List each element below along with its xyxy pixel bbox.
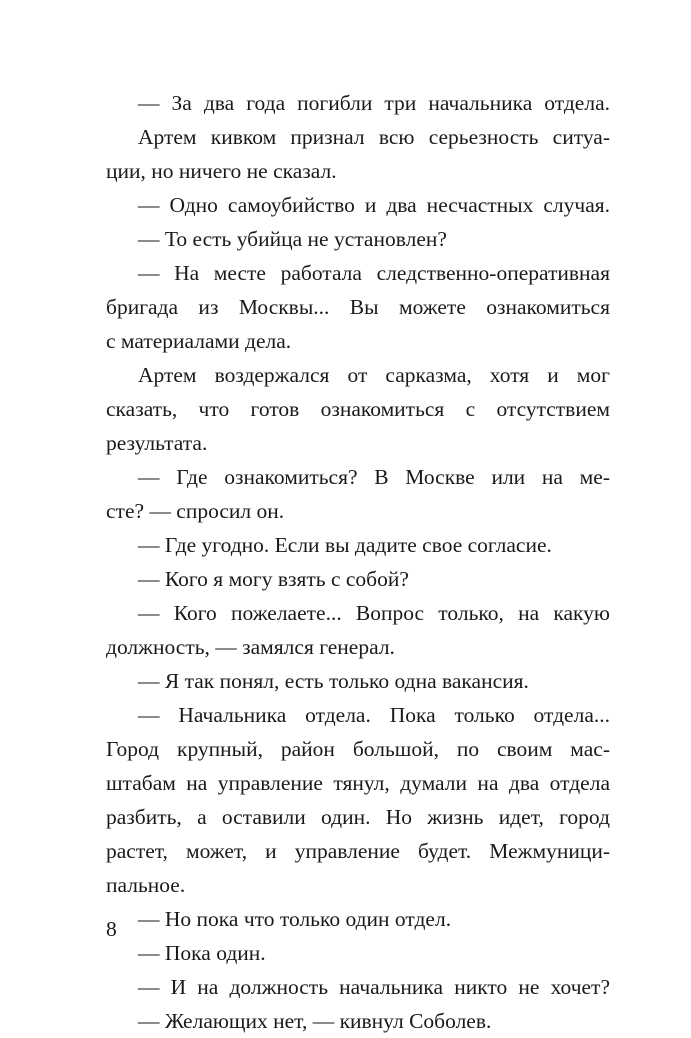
text-line: сказать, что готов ознакомиться с отсутствием (106, 397, 610, 421)
text-line: — И на должность начальника никто не хочет? (138, 975, 610, 999)
text-line: штабам на управление тянул, думали на два отдела (106, 771, 610, 795)
text-line: — То есть убийца не установлен? (138, 227, 447, 251)
text-line: — Кого пожелаете... Вопрос только, на какую (138, 601, 610, 625)
text-line: должность, — замялся генерал. (106, 635, 395, 659)
page-number: 8 (106, 917, 117, 941)
text-line: — Одно самоубийство и два несчастных случая. (138, 193, 610, 217)
text-line: бригада из Москвы... Вы можете ознакомиться (106, 295, 610, 319)
text-line: пальное. (106, 873, 186, 897)
text-line: — Я так понял, есть только одна вакансия. (138, 669, 529, 693)
text-line: Город крупный, район большой, по своим мас- (106, 737, 610, 761)
text-line: разбить, а оставили один. Но жизнь идет, город (106, 805, 610, 829)
text-line: Артем воздержался от сарказма, хотя и мог (138, 363, 610, 387)
text-line: — Где ознакомиться? В Москве или на ме- (138, 465, 610, 489)
text-line: с материалами дела. (106, 329, 292, 353)
text-line: Артем кивком признал всю серьезность ситуа- (138, 125, 610, 149)
text-line: растет, может, и управление будет. Межмуници- (106, 839, 610, 863)
text-line: — Пока один. (138, 941, 266, 965)
text-line: ции, но ничего не сказал. (106, 159, 337, 183)
text-line: — За два года погибли три начальника отдела. (138, 91, 610, 115)
text-line: — Но пока что только один отдел. (138, 907, 452, 931)
text-line: результата. (106, 431, 208, 455)
text-line: — Где угодно. Если вы дадите свое согласие. (138, 533, 552, 557)
text-line: сте? — спросил он. (106, 499, 285, 523)
text-line: — Кого я могу взять с собой? (138, 567, 409, 591)
text-line: — Желающих нет, — кивнул Соболев. (138, 1009, 492, 1033)
body-text (106, 86, 610, 1038)
text-line: — Начальника отдела. Пока только отдела... (138, 703, 610, 727)
text-line: — На месте работала следственно-оперативная (138, 261, 610, 285)
